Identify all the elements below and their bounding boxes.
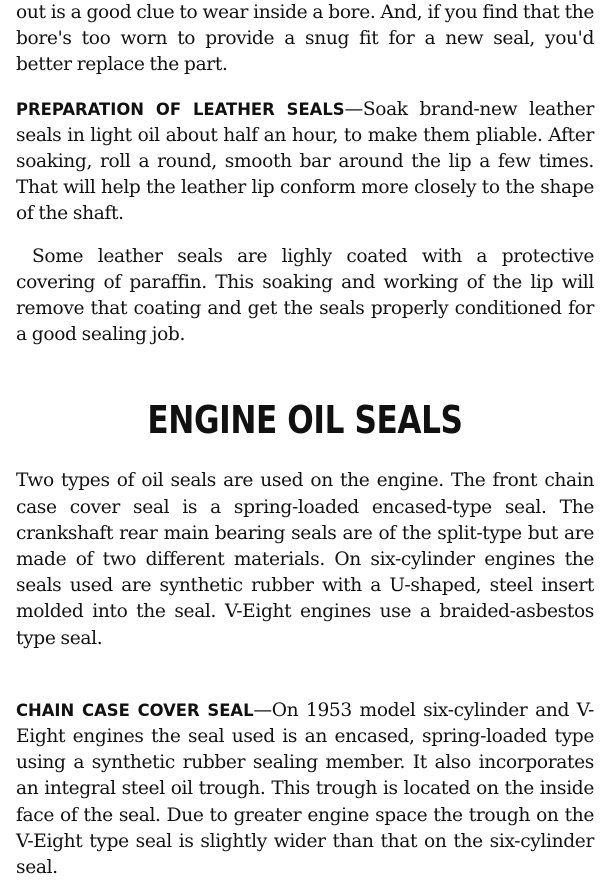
paragraph-oil-seal-types: [16, 468, 594, 651]
paragraph-paraffin-coating: [16, 244, 594, 349]
paragraph-leather-seal-preparation: [16, 97, 594, 228]
paragraph-bore-wear: [16, 0, 594, 79]
document-page: [16, 0, 594, 881]
paragraph-chain-case-cover-seal: [16, 698, 594, 881]
run-in-heading-chain-case-cover-seal: CHAIN CASE COVER SEAL: [16, 700, 254, 720]
section-title-engine-oil-seals: ENGINE OIL SEALS: [147, 398, 463, 443]
paragraph-bore-wear-text: out is a good clue to wear inside a bore. And, if you find that the bore's too worn to provide a snug fit for a new seal, you'd better replace the part.: [16, 2, 594, 76]
run-in-heading-leather-seals: PREPARATION OF LEATHER SEALS: [16, 99, 345, 119]
paragraph-leather-seal-preparation-text: —Soak brand-new leather seals in light oil about half an hour, to make them pliable. After soaking, roll a round, smooth bar around the lip a few times. That will help the leather lip conform more closely to the shape of the shaft.: [16, 98, 594, 225]
paragraph-chain-case-cover-seal-text: —On 1953 model six-cylinder and V-Eight engines the seal used is an encased, spring-loaded type using a synthetic rubber sealing member. It also incorporates an integral steel oil trough. This trough is located on the inside face of the seal. Due to greater engine space the trough on the V-Eight type seal is slightly wider than that on the six-cylinder seal.: [16, 699, 594, 879]
paragraph-oil-seal-types-text: Two types of oil seals are used on the engine. The front chain case cover seal is a spring-loaded encased-type seal. The crankshaft rear main bearing seals are of the split-type but are made of two different materials. On six-cylinder engines the seals used are synthetic rubber with a U-shaped, steel insert molded into the seal. V-Eight engines use a braided-asbestos type seal.: [16, 470, 594, 649]
paragraph-paraffin-coating-text: Some leather seals are lighly coated with a protective covering of paraffin. This soaking and working of the lip will remove that coating and get the seals properly conditioned for a good sealing job.: [16, 245, 594, 346]
